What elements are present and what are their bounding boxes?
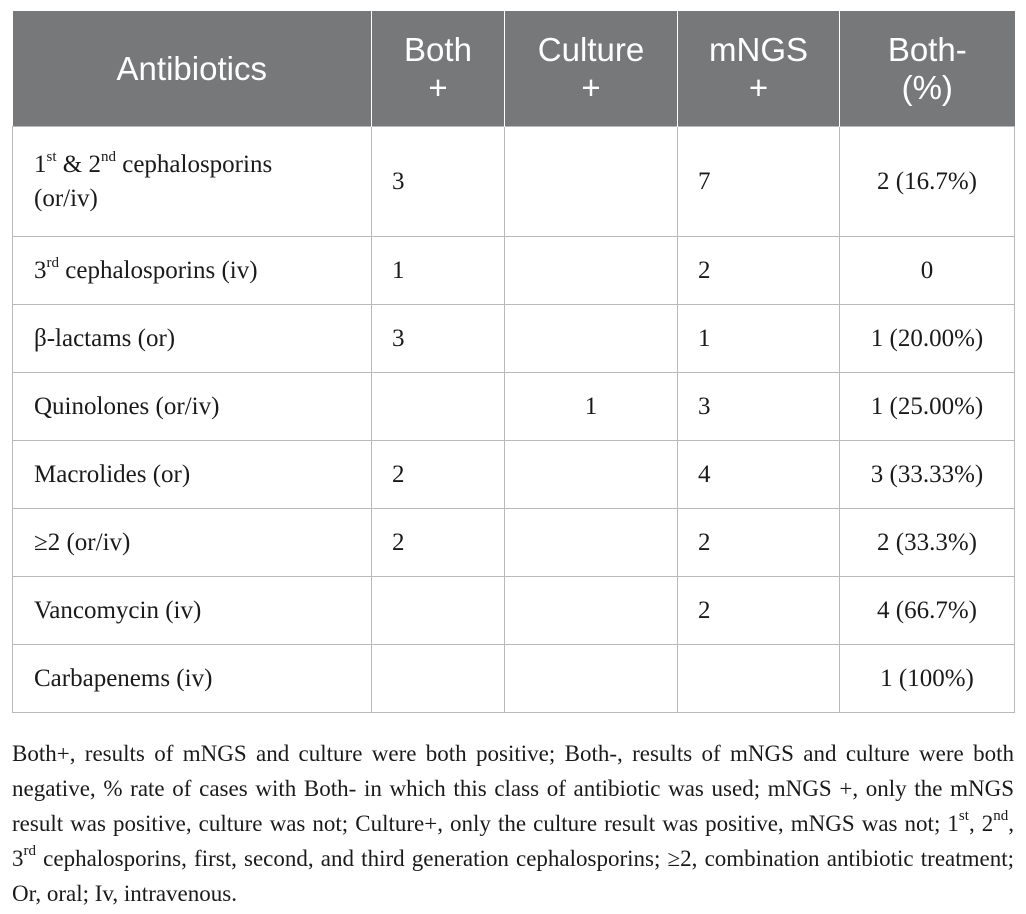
cell-culture-positive bbox=[505, 509, 678, 577]
cell-culture-positive bbox=[505, 577, 678, 645]
cell-culture-positive bbox=[505, 645, 678, 713]
table-row bbox=[13, 305, 1015, 373]
table-footnote bbox=[12, 736, 1014, 911]
header-antibiotics bbox=[13, 11, 372, 127]
cell-both-positive: 2 bbox=[372, 509, 505, 577]
label-sup: rd bbox=[46, 254, 59, 271]
header-line: Both bbox=[404, 30, 472, 68]
header-culture-positive bbox=[505, 11, 678, 127]
cell-mngs-positive: 2 bbox=[678, 577, 840, 645]
header-line: Antibiotics bbox=[116, 49, 267, 87]
label-part: 3 bbox=[34, 256, 47, 284]
footnote-sup: rd bbox=[23, 843, 36, 859]
cell-antibiotic: Carbapenems (iv) bbox=[13, 645, 372, 713]
cell-antibiotic: ≥2 (or/iv) bbox=[13, 509, 372, 577]
header-both-positive bbox=[372, 11, 505, 127]
cell-antibiotic: β-lactams (or) bbox=[13, 305, 372, 373]
cell-antibiotic: Quinolones (or/iv) bbox=[13, 373, 372, 441]
antibiotics-table bbox=[12, 11, 1015, 713]
footnote-text: , 3 bbox=[12, 811, 1015, 871]
cell-mngs-positive: 7 bbox=[678, 127, 840, 237]
label-part: 1 bbox=[34, 150, 47, 178]
footnote-text: Both+, results of mNGS and culture were both positive; Both-, results of mNGS and culture were both negative, % rate of cases with Both- in which this class of antibiotic was used; mNGS +, only the mNGS result was positive, culture was not; Culture+, only the culture result was positive, mNGS was not; 1 bbox=[12, 741, 1014, 836]
cell-mngs-positive: 2 bbox=[678, 509, 840, 577]
table-row bbox=[13, 237, 1015, 305]
cell-both-negative: 1 (100%) bbox=[840, 645, 1015, 713]
footnote-sup: nd bbox=[993, 808, 1009, 824]
cell-mngs-positive: 1 bbox=[678, 305, 840, 373]
cell-both-negative: 4 (66.7%) bbox=[840, 577, 1015, 645]
table-row bbox=[13, 509, 1015, 577]
cell-both-negative: 1 (20.00%) bbox=[840, 305, 1015, 373]
cell-both-negative: 1 (25.00%) bbox=[840, 373, 1015, 441]
table-row bbox=[13, 577, 1015, 645]
cell-antibiotic: Vancomycin (iv) bbox=[13, 577, 372, 645]
label-part: (or/iv) bbox=[34, 184, 98, 212]
cell-culture-positive bbox=[505, 127, 678, 237]
table-row bbox=[13, 441, 1015, 509]
label-sup: nd bbox=[100, 148, 116, 165]
cell-mngs-positive: 2 bbox=[678, 237, 840, 305]
footnote-text: , 2 bbox=[968, 811, 994, 836]
cell-antibiotic: Macrolides (or) bbox=[13, 441, 372, 509]
table-row bbox=[13, 645, 1015, 713]
table-header-row bbox=[13, 11, 1015, 127]
cell-both-positive bbox=[372, 577, 505, 645]
cell-antibiotic bbox=[13, 237, 372, 305]
header-line: + bbox=[748, 68, 769, 106]
header-line: mNGS bbox=[709, 30, 808, 68]
label-part: cephalosporins bbox=[115, 150, 273, 178]
header-mngs-positive bbox=[678, 11, 840, 127]
cell-mngs-positive: 3 bbox=[678, 373, 840, 441]
table-row bbox=[13, 373, 1015, 441]
footnote-sup: st bbox=[958, 808, 969, 824]
cell-culture-positive: 1 bbox=[505, 373, 678, 441]
cell-both-positive: 3 bbox=[372, 305, 505, 373]
header-line: + bbox=[581, 68, 601, 106]
cell-both-positive: 1 bbox=[372, 237, 505, 305]
cell-antibiotic bbox=[13, 127, 372, 237]
header-line: + bbox=[428, 68, 448, 106]
cell-mngs-positive bbox=[678, 645, 840, 713]
cell-both-negative: 3 (33.33%) bbox=[840, 441, 1015, 509]
cell-both-positive bbox=[372, 645, 505, 713]
header-both-negative bbox=[840, 11, 1015, 127]
cell-both-negative: 2 (16.7%) bbox=[840, 127, 1015, 237]
label-sup: st bbox=[46, 148, 57, 165]
header-line: Both- bbox=[887, 30, 967, 68]
label-part: & 2 bbox=[56, 150, 101, 178]
footnote-text: cephalosporins, first, second, and third generation cephalosporins; ≥2, combination antibiotic treatment; Or, oral; Iv, intravenous. bbox=[12, 846, 1014, 906]
cell-culture-positive bbox=[505, 441, 678, 509]
label-part: cephalosporins (iv) bbox=[59, 256, 258, 284]
cell-both-positive bbox=[372, 373, 505, 441]
header-line: (%) bbox=[901, 68, 953, 106]
table-row bbox=[13, 127, 1015, 237]
cell-culture-positive bbox=[505, 305, 678, 373]
cell-both-negative: 2 (33.3%) bbox=[840, 509, 1015, 577]
cell-both-negative: 0 bbox=[840, 237, 1015, 305]
cell-culture-positive bbox=[505, 237, 678, 305]
antibiotics-table-container bbox=[12, 11, 1014, 713]
cell-mngs-positive: 4 bbox=[678, 441, 840, 509]
header-line: Culture bbox=[537, 30, 645, 68]
cell-both-positive: 2 bbox=[372, 441, 505, 509]
cell-both-positive: 3 bbox=[372, 127, 505, 237]
